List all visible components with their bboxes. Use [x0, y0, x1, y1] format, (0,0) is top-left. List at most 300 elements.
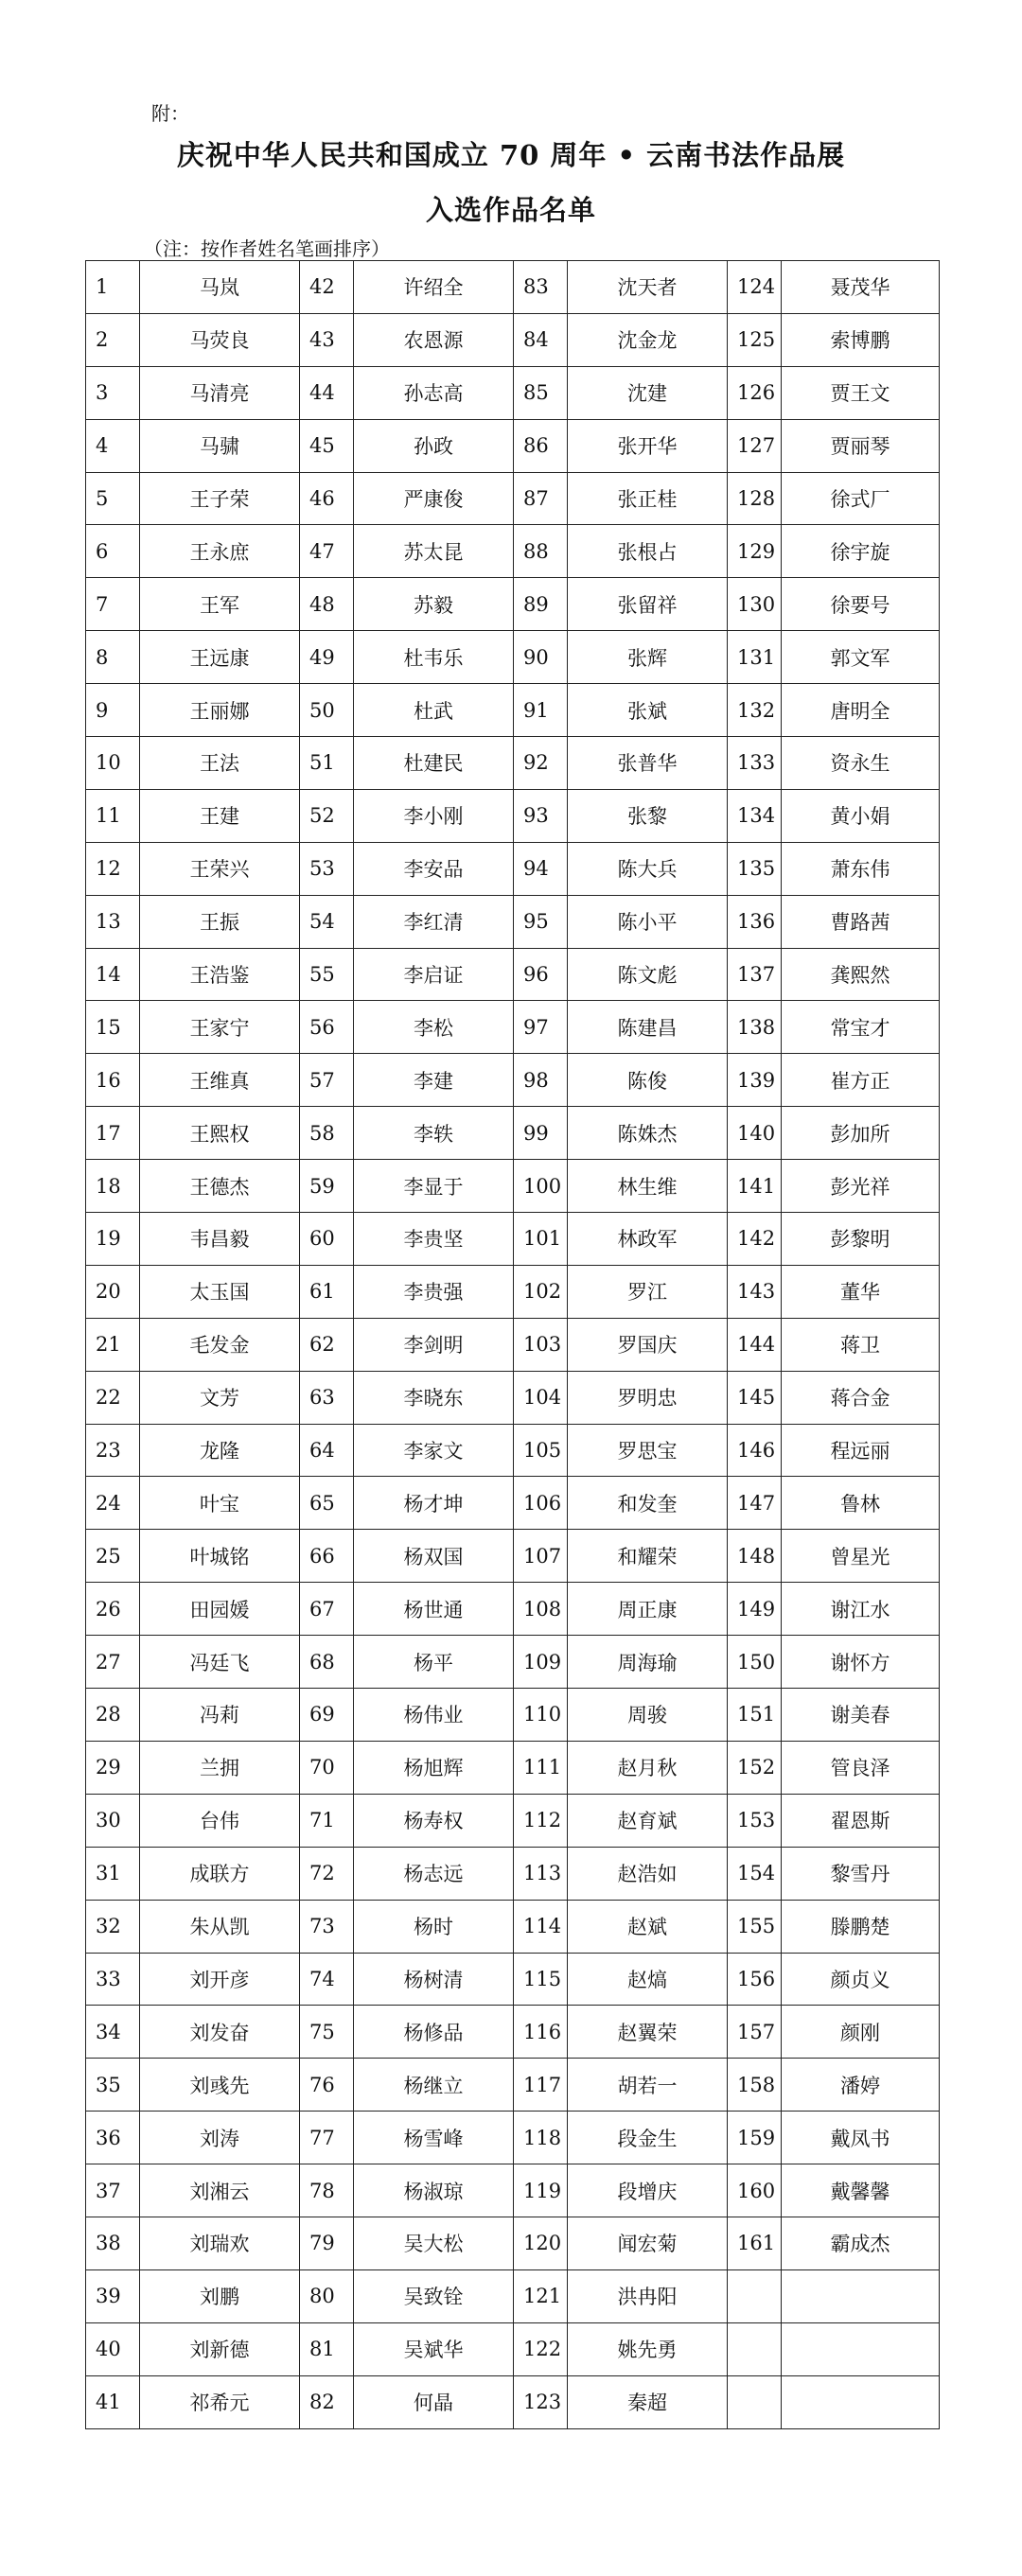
entry-number: 110	[514, 1689, 568, 1742]
author-name: 戴馨馨	[782, 2164, 940, 2217]
entry-number: 73	[300, 1900, 354, 1953]
author-name: 谢江水	[782, 1583, 940, 1636]
entry-number: 19	[86, 1213, 140, 1266]
author-name: 杨时	[354, 1900, 514, 1953]
table-row	[86, 2059, 940, 2112]
author-name: 徐宇旋	[782, 525, 940, 578]
table-row	[86, 1477, 940, 1530]
author-name: 贾丽琴	[782, 419, 940, 472]
entry-number: 153	[728, 1794, 782, 1847]
entry-number: 129	[728, 525, 782, 578]
author-name: 王家宁	[140, 1001, 300, 1054]
author-name: 周正康	[568, 1583, 728, 1636]
author-name: 孙志高	[354, 366, 514, 419]
entry-number: 145	[728, 1371, 782, 1424]
entry-number: 61	[300, 1265, 354, 1318]
entry-number: 128	[728, 472, 782, 525]
author-name: 黎雪丹	[782, 1847, 940, 1900]
entry-number: 46	[300, 472, 354, 525]
author-name: 王丽娜	[140, 684, 300, 737]
author-name: 潘婷	[782, 2059, 940, 2112]
table-row	[86, 313, 940, 366]
author-name: 张普华	[568, 737, 728, 790]
entry-number: 53	[300, 842, 354, 895]
entry-number: 154	[728, 1847, 782, 1900]
entry-number: 14	[86, 948, 140, 1001]
entry-number: 20	[86, 1265, 140, 1318]
table-row	[86, 1265, 940, 1318]
author-name: 赵月秋	[568, 1741, 728, 1794]
author-name: 罗江	[568, 1265, 728, 1318]
author-name: 李轶	[354, 1107, 514, 1160]
entry-number: 107	[514, 1530, 568, 1583]
author-name: 刘发奋	[140, 2006, 300, 2059]
table-row	[86, 684, 940, 737]
entry-number: 86	[514, 419, 568, 472]
entry-number: 89	[514, 578, 568, 631]
table-row	[86, 895, 940, 948]
author-name: 刘新德	[140, 2322, 300, 2375]
author-name: 鲁林	[782, 1477, 940, 1530]
author-name: 刘瑞欢	[140, 2217, 300, 2269]
author-name: 王荣兴	[140, 842, 300, 895]
author-name: 杨继立	[354, 2059, 514, 2112]
entry-number: 131	[728, 631, 782, 684]
author-name: 严康俊	[354, 472, 514, 525]
entry-number: 67	[300, 1583, 354, 1636]
table-row	[86, 1371, 940, 1424]
entry-number: 50	[300, 684, 354, 737]
entry-number: 17	[86, 1107, 140, 1160]
entry-number: 47	[300, 525, 354, 578]
author-name: 秦超	[568, 2375, 728, 2428]
entry-number: 148	[728, 1530, 782, 1583]
entry-number: 125	[728, 313, 782, 366]
author-name: 李家文	[354, 1424, 514, 1477]
author-name: 贾王文	[782, 366, 940, 419]
table-row	[86, 1424, 940, 1477]
entry-number: 137	[728, 948, 782, 1001]
author-name: 彭光祥	[782, 1160, 940, 1213]
table-row	[86, 1636, 940, 1689]
author-name: 蒋合金	[782, 1371, 940, 1424]
author-name: 毛发金	[140, 1318, 300, 1371]
entry-number: 26	[86, 1583, 140, 1636]
author-name: 陈俊	[568, 1054, 728, 1107]
author-name: 沈建	[568, 366, 728, 419]
document-subtitle: 入选作品名单	[425, 194, 596, 226]
entry-number: 121	[514, 2269, 568, 2322]
entry-number: 113	[514, 1847, 568, 1900]
author-name: 吴致铨	[354, 2269, 514, 2322]
author-name: 蒋卫	[782, 1318, 940, 1371]
entry-number: 76	[300, 2059, 354, 2112]
table-row	[86, 2112, 940, 2164]
author-name: 赵育斌	[568, 1794, 728, 1847]
author-name: 刘开彦	[140, 1953, 300, 2006]
table-row	[86, 261, 940, 314]
entry-number: 105	[514, 1424, 568, 1477]
entry-number: 156	[728, 1953, 782, 2006]
author-name: 张黎	[568, 789, 728, 842]
author-name: 杨世通	[354, 1583, 514, 1636]
entry-number: 74	[300, 1953, 354, 2006]
author-name: 黄小娟	[782, 789, 940, 842]
table-row	[86, 366, 940, 419]
entry-number: 60	[300, 1213, 354, 1266]
author-name: 崔方正	[782, 1054, 940, 1107]
table-row	[86, 2269, 940, 2322]
entry-number: 78	[300, 2164, 354, 2217]
entry-number: 98	[514, 1054, 568, 1107]
entry-number: 63	[300, 1371, 354, 1424]
entry-number: 100	[514, 1160, 568, 1213]
author-name: 管良泽	[782, 1741, 940, 1794]
entry-number: 8	[86, 631, 140, 684]
entry-number: 79	[300, 2217, 354, 2269]
author-name: 叶城铭	[140, 1530, 300, 1583]
entry-number: 5	[86, 472, 140, 525]
entry-number: 95	[514, 895, 568, 948]
author-name: 许绍全	[354, 261, 514, 314]
entry-number: 101	[514, 1213, 568, 1266]
author-name: 聂茂华	[782, 261, 940, 314]
entry-number: 120	[514, 2217, 568, 2269]
table-row	[86, 578, 940, 631]
entry-number: 57	[300, 1054, 354, 1107]
author-name: 李显于	[354, 1160, 514, 1213]
entry-number: 43	[300, 313, 354, 366]
author-name: 王建	[140, 789, 300, 842]
author-name: 胡若一	[568, 2059, 728, 2112]
entry-number: 88	[514, 525, 568, 578]
author-name: 谢美春	[782, 1689, 940, 1742]
entry-number: 54	[300, 895, 354, 948]
author-name: 马荧良	[140, 313, 300, 366]
entry-number: 58	[300, 1107, 354, 1160]
entry-number: 108	[514, 1583, 568, 1636]
entry-number: 7	[86, 578, 140, 631]
table-row	[86, 1741, 940, 1794]
author-name: 董华	[782, 1265, 940, 1318]
entry-number: 151	[728, 1689, 782, 1742]
table-row	[86, 2006, 940, 2059]
table-row	[86, 1530, 940, 1583]
author-name: 张根占	[568, 525, 728, 578]
table-row	[86, 1953, 940, 2006]
author-name: 龚熙然	[782, 948, 940, 1001]
entry-number: 13	[86, 895, 140, 948]
entry-number: 36	[86, 2112, 140, 2164]
author-name: 李建	[354, 1054, 514, 1107]
entry-number: 3	[86, 366, 140, 419]
entry-number: 25	[86, 1530, 140, 1583]
author-name: 徐要号	[782, 578, 940, 631]
author-name: 杨才坤	[354, 1477, 514, 1530]
entry-number: 119	[514, 2164, 568, 2217]
table-row	[86, 2375, 940, 2428]
author-name: 刘鹏	[140, 2269, 300, 2322]
author-name: 朱从凯	[140, 1900, 300, 1953]
author-name: 太玉国	[140, 1265, 300, 1318]
entry-number: 77	[300, 2112, 354, 2164]
author-name: 王军	[140, 578, 300, 631]
author-name: 罗思宝	[568, 1424, 728, 1477]
author-name: 冯莉	[140, 1689, 300, 1742]
author-name: 杜武	[354, 684, 514, 737]
author-name: 萧东伟	[782, 842, 940, 895]
author-name: 王子荣	[140, 472, 300, 525]
author-name: 周骏	[568, 1689, 728, 1742]
author-name	[782, 2269, 940, 2322]
entry-number: 135	[728, 842, 782, 895]
author-name: 王德杰	[140, 1160, 300, 1213]
entry-number: 150	[728, 1636, 782, 1689]
table-row	[86, 1107, 940, 1160]
author-name: 颜贞义	[782, 1953, 940, 2006]
author-name: 韦昌毅	[140, 1213, 300, 1266]
table-row	[86, 1689, 940, 1742]
entry-number: 147	[728, 1477, 782, 1530]
author-name: 李晓东	[354, 1371, 514, 1424]
author-name: 李启证	[354, 948, 514, 1001]
author-name: 马清亮	[140, 366, 300, 419]
author-name: 颜刚	[782, 2006, 940, 2059]
author-name: 李松	[354, 1001, 514, 1054]
entry-number: 10	[86, 737, 140, 790]
author-name: 杜韦乐	[354, 631, 514, 684]
author-name: 程远丽	[782, 1424, 940, 1477]
author-name: 王远康	[140, 631, 300, 684]
entry-number: 37	[86, 2164, 140, 2217]
table-body	[86, 261, 940, 2429]
entry-number: 1	[86, 261, 140, 314]
entry-number: 158	[728, 2059, 782, 2112]
entry-number: 9	[86, 684, 140, 737]
entry-number: 114	[514, 1900, 568, 1953]
entry-number: 97	[514, 1001, 568, 1054]
author-name: 杨修品	[354, 2006, 514, 2059]
entry-number: 93	[514, 789, 568, 842]
author-name	[782, 2375, 940, 2428]
entry-number: 130	[728, 578, 782, 631]
author-name: 唐明全	[782, 684, 940, 737]
author-name: 洪冉阳	[568, 2269, 728, 2322]
entry-number: 80	[300, 2269, 354, 2322]
table-row	[86, 737, 940, 790]
entry-number: 92	[514, 737, 568, 790]
entry-number: 152	[728, 1741, 782, 1794]
entry-number: 90	[514, 631, 568, 684]
entry-number: 30	[86, 1794, 140, 1847]
author-name: 杨雪峰	[354, 2112, 514, 2164]
entry-number: 24	[86, 1477, 140, 1530]
author-name: 杨树清	[354, 1953, 514, 2006]
entry-number: 155	[728, 1900, 782, 1953]
table-row	[86, 525, 940, 578]
table-row	[86, 472, 940, 525]
author-name: 段增庆	[568, 2164, 728, 2217]
entry-number: 51	[300, 737, 354, 790]
entry-number: 2	[86, 313, 140, 366]
author-name: 叶宝	[140, 1477, 300, 1530]
author-name: 郭文军	[782, 631, 940, 684]
entry-number: 75	[300, 2006, 354, 2059]
table-row	[86, 1213, 940, 1266]
author-name: 成联方	[140, 1847, 300, 1900]
author-name: 赵翼荣	[568, 2006, 728, 2059]
entry-number: 40	[86, 2322, 140, 2375]
author-name: 彭黎明	[782, 1213, 940, 1266]
entry-number: 48	[300, 578, 354, 631]
entry-number: 132	[728, 684, 782, 737]
entry-number: 111	[514, 1741, 568, 1794]
table-row	[86, 1900, 940, 1953]
entry-number: 28	[86, 1689, 140, 1742]
author-name: 李小刚	[354, 789, 514, 842]
author-name: 李安品	[354, 842, 514, 895]
table-row	[86, 1318, 940, 1371]
entry-number: 65	[300, 1477, 354, 1530]
author-name: 陈大兵	[568, 842, 728, 895]
table-row	[86, 419, 940, 472]
entry-number: 4	[86, 419, 140, 472]
author-name: 索博鹏	[782, 313, 940, 366]
author-name: 霸成杰	[782, 2217, 940, 2269]
entry-number: 12	[86, 842, 140, 895]
author-name: 张留祥	[568, 578, 728, 631]
table-row	[86, 2322, 940, 2375]
entry-number: 140	[728, 1107, 782, 1160]
attachment-label: 附：	[151, 102, 189, 125]
author-name: 王熙权	[140, 1107, 300, 1160]
entry-number: 44	[300, 366, 354, 419]
author-name: 徐式厂	[782, 472, 940, 525]
entry-number: 21	[86, 1318, 140, 1371]
entry-number: 70	[300, 1741, 354, 1794]
author-name: 林政军	[568, 1213, 728, 1266]
entry-number: 49	[300, 631, 354, 684]
entry-number: 6	[86, 525, 140, 578]
author-name: 马骕	[140, 419, 300, 472]
entry-number: 15	[86, 1001, 140, 1054]
table-row	[86, 842, 940, 895]
entry-number: 117	[514, 2059, 568, 2112]
author-name: 刘湘云	[140, 2164, 300, 2217]
entry-number: 87	[514, 472, 568, 525]
author-name: 张正桂	[568, 472, 728, 525]
author-name: 李贵强	[354, 1265, 514, 1318]
entry-number: 18	[86, 1160, 140, 1213]
entry-number: 115	[514, 1953, 568, 2006]
author-name: 罗明忠	[568, 1371, 728, 1424]
entry-number: 39	[86, 2269, 140, 2322]
table-row	[86, 948, 940, 1001]
author-name: 杨旭辉	[354, 1741, 514, 1794]
entry-number: 64	[300, 1424, 354, 1477]
entry-number	[728, 2375, 782, 2428]
entry-number: 126	[728, 366, 782, 419]
table-row	[86, 2164, 940, 2217]
author-name: 杨伟业	[354, 1689, 514, 1742]
entry-number: 83	[514, 261, 568, 314]
author-name: 杨志远	[354, 1847, 514, 1900]
entry-number: 29	[86, 1741, 140, 1794]
author-name: 曾星光	[782, 1530, 940, 1583]
entry-number: 62	[300, 1318, 354, 1371]
entry-number: 94	[514, 842, 568, 895]
entry-number: 106	[514, 1477, 568, 1530]
author-name: 田园媛	[140, 1583, 300, 1636]
author-name: 张辉	[568, 631, 728, 684]
author-name: 农恩源	[354, 313, 514, 366]
author-name: 常宝才	[782, 1001, 940, 1054]
author-name: 李贵坚	[354, 1213, 514, 1266]
author-name: 滕鹏楚	[782, 1900, 940, 1953]
table-row	[86, 2217, 940, 2269]
author-name: 周海瑜	[568, 1636, 728, 1689]
author-name: 张开华	[568, 419, 728, 472]
author-name: 吴大松	[354, 2217, 514, 2269]
author-name: 孙政	[354, 419, 514, 472]
author-name: 何晶	[354, 2375, 514, 2428]
entry-number: 112	[514, 1794, 568, 1847]
author-name	[782, 2322, 940, 2375]
author-name: 王浩鉴	[140, 948, 300, 1001]
table-row	[86, 789, 940, 842]
author-name: 赵熇	[568, 1953, 728, 2006]
entry-number: 96	[514, 948, 568, 1001]
entry-number: 66	[300, 1530, 354, 1583]
author-name: 闻宏菊	[568, 2217, 728, 2269]
author-name: 杨寿权	[354, 1794, 514, 1847]
entry-number: 159	[728, 2112, 782, 2164]
selected-works-table	[85, 260, 940, 2429]
table-row	[86, 1001, 940, 1054]
author-name: 苏毅	[354, 578, 514, 631]
entry-number: 32	[86, 1900, 140, 1953]
document-title: 庆祝中华人民共和国成立 70 周年 • 云南书法作品展	[176, 139, 846, 171]
entry-number: 82	[300, 2375, 354, 2428]
entry-number: 99	[514, 1107, 568, 1160]
author-name: 戴凤书	[782, 2112, 940, 2164]
table-row	[86, 631, 940, 684]
table-row	[86, 1794, 940, 1847]
entry-number: 72	[300, 1847, 354, 1900]
author-name: 资永生	[782, 737, 940, 790]
entry-number: 11	[86, 789, 140, 842]
author-name: 冯廷飞	[140, 1636, 300, 1689]
author-name: 李剑明	[354, 1318, 514, 1371]
entry-number: 45	[300, 419, 354, 472]
entry-number: 35	[86, 2059, 140, 2112]
entry-number: 160	[728, 2164, 782, 2217]
author-name: 龙隆	[140, 1424, 300, 1477]
author-name: 段金生	[568, 2112, 728, 2164]
entry-number: 56	[300, 1001, 354, 1054]
author-name: 陈小平	[568, 895, 728, 948]
author-name: 王振	[140, 895, 300, 948]
entry-number: 42	[300, 261, 354, 314]
entry-number: 161	[728, 2217, 782, 2269]
entry-number: 22	[86, 1371, 140, 1424]
entry-number: 27	[86, 1636, 140, 1689]
entry-number: 141	[728, 1160, 782, 1213]
entry-number	[728, 2322, 782, 2375]
author-name: 沈天者	[568, 261, 728, 314]
author-name: 兰拥	[140, 1741, 300, 1794]
entry-number: 118	[514, 2112, 568, 2164]
